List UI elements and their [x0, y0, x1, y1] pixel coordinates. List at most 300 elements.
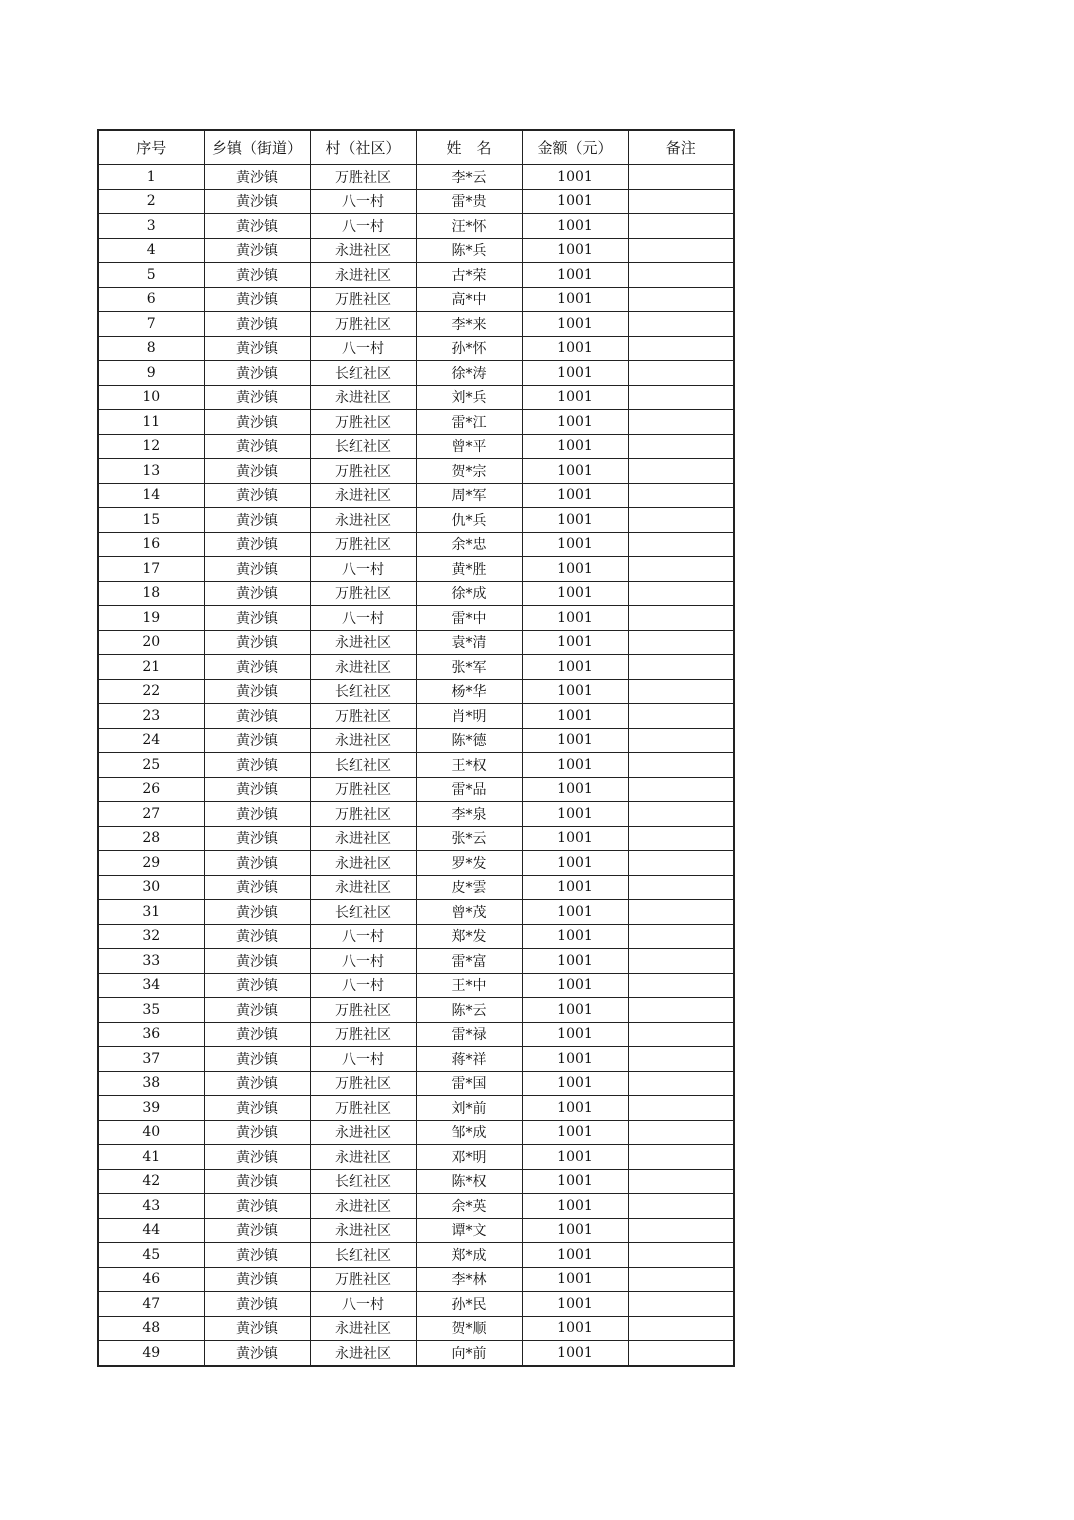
cell-township: 黄沙镇: [204, 287, 310, 312]
cell-index: 20: [98, 630, 204, 655]
cell-remarks: [628, 949, 734, 974]
table-row: [98, 1096, 734, 1121]
cell-amount: 1001: [522, 777, 628, 802]
cell-township: 黄沙镇: [204, 1096, 310, 1121]
cell-township: 黄沙镇: [204, 581, 310, 606]
cell-name: 雷*国: [416, 1071, 522, 1096]
cell-index: 38: [98, 1071, 204, 1096]
cell-village: 八一村: [310, 557, 416, 582]
cell-amount: 1001: [522, 1145, 628, 1170]
cell-village: 长红社区: [310, 753, 416, 778]
cell-remarks: [628, 189, 734, 214]
cell-name: 邹*成: [416, 1120, 522, 1145]
subsidy-table: [97, 129, 735, 1367]
cell-name: 陈*权: [416, 1169, 522, 1194]
cell-village: 永进社区: [310, 1194, 416, 1219]
cell-name: 陈*云: [416, 998, 522, 1023]
cell-index: 27: [98, 802, 204, 827]
cell-name: 谭*文: [416, 1218, 522, 1243]
table-row: [98, 1341, 734, 1366]
cell-township: 黄沙镇: [204, 851, 310, 876]
table-row: [98, 361, 734, 386]
cell-remarks: [628, 361, 734, 386]
cell-name: 陈*德: [416, 728, 522, 753]
cell-village: 万胜社区: [310, 581, 416, 606]
cell-amount: 1001: [522, 581, 628, 606]
cell-village: 永进社区: [310, 385, 416, 410]
table-row: [98, 1316, 734, 1341]
cell-name: 向*前: [416, 1341, 522, 1366]
cell-name: 李*泉: [416, 802, 522, 827]
cell-township: 黄沙镇: [204, 361, 310, 386]
table-row: [98, 532, 734, 557]
cell-name: 仇*兵: [416, 508, 522, 533]
cell-name: 李*林: [416, 1267, 522, 1292]
cell-remarks: [628, 973, 734, 998]
cell-remarks: [628, 1169, 734, 1194]
cell-name: 孙*怀: [416, 336, 522, 361]
table-row: [98, 1120, 734, 1145]
cell-amount: 1001: [522, 1022, 628, 1047]
table-row: [98, 508, 734, 533]
cell-name: 余*英: [416, 1194, 522, 1219]
cell-index: 30: [98, 875, 204, 900]
cell-township: 黄沙镇: [204, 238, 310, 263]
cell-village: 永进社区: [310, 508, 416, 533]
cell-name: 张*云: [416, 826, 522, 851]
cell-name: 张*军: [416, 655, 522, 680]
table-row: [98, 1071, 734, 1096]
cell-township: 黄沙镇: [204, 630, 310, 655]
table-row: [98, 312, 734, 337]
cell-index: 34: [98, 973, 204, 998]
cell-village: 万胜社区: [310, 704, 416, 729]
cell-index: 9: [98, 361, 204, 386]
cell-village: 八一村: [310, 606, 416, 631]
table-row: [98, 287, 734, 312]
table-row: [98, 900, 734, 925]
cell-amount: 1001: [522, 214, 628, 239]
cell-amount: 1001: [522, 802, 628, 827]
cell-index: 26: [98, 777, 204, 802]
cell-township: 黄沙镇: [204, 728, 310, 753]
cell-name: 雷*品: [416, 777, 522, 802]
cell-amount: 1001: [522, 924, 628, 949]
cell-name: 王*中: [416, 973, 522, 998]
table-row: [98, 189, 734, 214]
cell-index: 24: [98, 728, 204, 753]
cell-amount: 1001: [522, 165, 628, 190]
cell-amount: 1001: [522, 655, 628, 680]
cell-amount: 1001: [522, 851, 628, 876]
cell-amount: 1001: [522, 1341, 628, 1366]
table-row: [98, 1292, 734, 1317]
cell-name: 刘*兵: [416, 385, 522, 410]
cell-name: 古*荣: [416, 263, 522, 288]
table-row: [98, 434, 734, 459]
cell-township: 黄沙镇: [204, 998, 310, 1023]
cell-remarks: [628, 679, 734, 704]
cell-name: 贺*宗: [416, 459, 522, 484]
cell-remarks: [628, 214, 734, 239]
cell-village: 万胜社区: [310, 165, 416, 190]
cell-township: 黄沙镇: [204, 875, 310, 900]
cell-village: 永进社区: [310, 1316, 416, 1341]
cell-amount: 1001: [522, 1267, 628, 1292]
cell-amount: 1001: [522, 704, 628, 729]
cell-index: 39: [98, 1096, 204, 1121]
cell-remarks: [628, 287, 734, 312]
cell-village: 永进社区: [310, 1120, 416, 1145]
cell-remarks: [628, 1096, 734, 1121]
cell-remarks: [628, 557, 734, 582]
cell-name: 王*权: [416, 753, 522, 778]
cell-name: 徐*成: [416, 581, 522, 606]
cell-township: 黄沙镇: [204, 557, 310, 582]
cell-township: 黄沙镇: [204, 165, 310, 190]
cell-village: 八一村: [310, 189, 416, 214]
cell-index: 4: [98, 238, 204, 263]
cell-index: 23: [98, 704, 204, 729]
cell-village: 万胜社区: [310, 312, 416, 337]
cell-amount: 1001: [522, 1096, 628, 1121]
header-village: 村（社区）: [310, 130, 416, 165]
cell-amount: 1001: [522, 410, 628, 435]
cell-amount: 1001: [522, 1292, 628, 1317]
cell-village: 万胜社区: [310, 459, 416, 484]
cell-name: 雷*江: [416, 410, 522, 435]
cell-township: 黄沙镇: [204, 532, 310, 557]
cell-remarks: [628, 851, 734, 876]
cell-township: 黄沙镇: [204, 1194, 310, 1219]
cell-remarks: [628, 1194, 734, 1219]
cell-village: 万胜社区: [310, 802, 416, 827]
cell-amount: 1001: [522, 998, 628, 1023]
cell-index: 8: [98, 336, 204, 361]
cell-name: 皮*雲: [416, 875, 522, 900]
cell-village: 八一村: [310, 336, 416, 361]
table-row: [98, 1194, 734, 1219]
cell-index: 15: [98, 508, 204, 533]
cell-index: 47: [98, 1292, 204, 1317]
cell-township: 黄沙镇: [204, 802, 310, 827]
cell-village: 长红社区: [310, 434, 416, 459]
cell-village: 永进社区: [310, 1341, 416, 1366]
cell-amount: 1001: [522, 1047, 628, 1072]
table-row: [98, 949, 734, 974]
cell-index: 2: [98, 189, 204, 214]
cell-township: 黄沙镇: [204, 1022, 310, 1047]
table-row: [98, 1145, 734, 1170]
cell-remarks: [628, 1292, 734, 1317]
cell-village: 万胜社区: [310, 1096, 416, 1121]
cell-township: 黄沙镇: [204, 189, 310, 214]
cell-name: 袁*清: [416, 630, 522, 655]
cell-township: 黄沙镇: [204, 973, 310, 998]
cell-amount: 1001: [522, 900, 628, 925]
cell-village: 永进社区: [310, 483, 416, 508]
table-row: [98, 655, 734, 680]
cell-township: 黄沙镇: [204, 1218, 310, 1243]
cell-amount: 1001: [522, 1194, 628, 1219]
table-row: [98, 557, 734, 582]
cell-index: 7: [98, 312, 204, 337]
cell-name: 雷*贵: [416, 189, 522, 214]
cell-amount: 1001: [522, 949, 628, 974]
table-row: [98, 410, 734, 435]
cell-village: 万胜社区: [310, 532, 416, 557]
cell-township: 黄沙镇: [204, 1120, 310, 1145]
cell-index: 13: [98, 459, 204, 484]
cell-township: 黄沙镇: [204, 655, 310, 680]
cell-index: 45: [98, 1243, 204, 1268]
cell-name: 徐*涛: [416, 361, 522, 386]
cell-village: 永进社区: [310, 263, 416, 288]
table-row: [98, 924, 734, 949]
cell-name: 余*忠: [416, 532, 522, 557]
cell-amount: 1001: [522, 1316, 628, 1341]
cell-remarks: [628, 998, 734, 1023]
cell-township: 黄沙镇: [204, 679, 310, 704]
cell-village: 永进社区: [310, 655, 416, 680]
cell-township: 黄沙镇: [204, 1316, 310, 1341]
cell-township: 黄沙镇: [204, 826, 310, 851]
cell-village: 万胜社区: [310, 410, 416, 435]
cell-name: 周*军: [416, 483, 522, 508]
cell-village: 长红社区: [310, 1169, 416, 1194]
cell-remarks: [628, 410, 734, 435]
cell-amount: 1001: [522, 1243, 628, 1268]
cell-remarks: [628, 630, 734, 655]
cell-village: 八一村: [310, 949, 416, 974]
cell-amount: 1001: [522, 679, 628, 704]
cell-remarks: [628, 385, 734, 410]
cell-name: 贺*顺: [416, 1316, 522, 1341]
cell-township: 黄沙镇: [204, 1292, 310, 1317]
cell-village: 万胜社区: [310, 1267, 416, 1292]
cell-township: 黄沙镇: [204, 1243, 310, 1268]
cell-name: 雷*富: [416, 949, 522, 974]
cell-name: 曾*茂: [416, 900, 522, 925]
cell-township: 黄沙镇: [204, 1341, 310, 1366]
cell-remarks: [628, 1218, 734, 1243]
cell-amount: 1001: [522, 312, 628, 337]
table-row: [98, 630, 734, 655]
table-header: [98, 130, 734, 165]
cell-village: 永进社区: [310, 630, 416, 655]
table-row: [98, 1169, 734, 1194]
table-row: [98, 753, 734, 778]
table-row: [98, 336, 734, 361]
cell-amount: 1001: [522, 483, 628, 508]
cell-village: 八一村: [310, 973, 416, 998]
table-body: [98, 165, 734, 1366]
cell-remarks: [628, 312, 734, 337]
cell-village: 永进社区: [310, 728, 416, 753]
cell-township: 黄沙镇: [204, 753, 310, 778]
cell-village: 八一村: [310, 214, 416, 239]
cell-name: 杨*华: [416, 679, 522, 704]
cell-index: 11: [98, 410, 204, 435]
cell-index: 37: [98, 1047, 204, 1072]
table-row: [98, 1047, 734, 1072]
cell-village: 长红社区: [310, 900, 416, 925]
cell-index: 16: [98, 532, 204, 557]
cell-remarks: [628, 826, 734, 851]
cell-remarks: [628, 483, 734, 508]
table-row: [98, 802, 734, 827]
cell-index: 6: [98, 287, 204, 312]
cell-index: 49: [98, 1341, 204, 1366]
cell-amount: 1001: [522, 361, 628, 386]
cell-township: 黄沙镇: [204, 1267, 310, 1292]
table-row: [98, 1218, 734, 1243]
cell-village: 永进社区: [310, 875, 416, 900]
cell-index: 14: [98, 483, 204, 508]
cell-township: 黄沙镇: [204, 336, 310, 361]
table-row: [98, 606, 734, 631]
cell-village: 万胜社区: [310, 287, 416, 312]
cell-index: 31: [98, 900, 204, 925]
cell-remarks: [628, 459, 734, 484]
cell-name: 高*中: [416, 287, 522, 312]
cell-township: 黄沙镇: [204, 508, 310, 533]
table-row: [98, 777, 734, 802]
cell-name: 郑*成: [416, 1243, 522, 1268]
cell-remarks: [628, 777, 734, 802]
cell-index: 28: [98, 826, 204, 851]
cell-village: 万胜社区: [310, 1071, 416, 1096]
cell-township: 黄沙镇: [204, 777, 310, 802]
cell-village: 八一村: [310, 924, 416, 949]
cell-amount: 1001: [522, 557, 628, 582]
table-row: [98, 459, 734, 484]
cell-amount: 1001: [522, 287, 628, 312]
cell-name: 曾*平: [416, 434, 522, 459]
cell-name: 雷*禄: [416, 1022, 522, 1047]
cell-amount: 1001: [522, 630, 628, 655]
cell-name: 黄*胜: [416, 557, 522, 582]
cell-amount: 1001: [522, 385, 628, 410]
cell-name: 邓*明: [416, 1145, 522, 1170]
cell-township: 黄沙镇: [204, 312, 310, 337]
cell-remarks: [628, 655, 734, 680]
cell-township: 黄沙镇: [204, 385, 310, 410]
cell-village: 八一村: [310, 1292, 416, 1317]
cell-village: 万胜社区: [310, 998, 416, 1023]
table-row: [98, 263, 734, 288]
cell-index: 5: [98, 263, 204, 288]
cell-amount: 1001: [522, 728, 628, 753]
cell-remarks: [628, 1071, 734, 1096]
table-row: [98, 483, 734, 508]
cell-township: 黄沙镇: [204, 704, 310, 729]
cell-index: 25: [98, 753, 204, 778]
cell-village: 永进社区: [310, 826, 416, 851]
cell-index: 19: [98, 606, 204, 631]
cell-township: 黄沙镇: [204, 214, 310, 239]
table-row: [98, 581, 734, 606]
cell-remarks: [628, 165, 734, 190]
cell-amount: 1001: [522, 263, 628, 288]
cell-township: 黄沙镇: [204, 483, 310, 508]
table-row: [98, 704, 734, 729]
cell-remarks: [628, 508, 734, 533]
cell-name: 肖*明: [416, 704, 522, 729]
cell-index: 22: [98, 679, 204, 704]
cell-village: 长红社区: [310, 679, 416, 704]
cell-remarks: [628, 1267, 734, 1292]
cell-remarks: [628, 1341, 734, 1366]
cell-index: 42: [98, 1169, 204, 1194]
table-row: [98, 826, 734, 851]
cell-amount: 1001: [522, 1169, 628, 1194]
table-row: [98, 385, 734, 410]
cell-amount: 1001: [522, 753, 628, 778]
cell-name: 雷*中: [416, 606, 522, 631]
header-name: 姓 名: [416, 130, 522, 165]
table-row: [98, 1267, 734, 1292]
cell-village: 万胜社区: [310, 777, 416, 802]
cell-amount: 1001: [522, 532, 628, 557]
cell-remarks: [628, 1145, 734, 1170]
cell-name: 蒋*祥: [416, 1047, 522, 1072]
cell-amount: 1001: [522, 875, 628, 900]
cell-name: 郑*发: [416, 924, 522, 949]
cell-index: 10: [98, 385, 204, 410]
cell-village: 永进社区: [310, 238, 416, 263]
cell-remarks: [628, 802, 734, 827]
cell-amount: 1001: [522, 826, 628, 851]
cell-name: 刘*前: [416, 1096, 522, 1121]
cell-village: 万胜社区: [310, 1022, 416, 1047]
table-row: [98, 214, 734, 239]
cell-remarks: [628, 263, 734, 288]
cell-index: 29: [98, 851, 204, 876]
cell-township: 黄沙镇: [204, 1169, 310, 1194]
cell-remarks: [628, 1022, 734, 1047]
cell-amount: 1001: [522, 459, 628, 484]
header-row: [98, 130, 734, 165]
cell-village: 永进社区: [310, 1218, 416, 1243]
cell-index: 18: [98, 581, 204, 606]
cell-village: 永进社区: [310, 1145, 416, 1170]
cell-township: 黄沙镇: [204, 924, 310, 949]
header-index: 序号: [98, 130, 204, 165]
table-row: [98, 851, 734, 876]
cell-remarks: [628, 900, 734, 925]
cell-township: 黄沙镇: [204, 434, 310, 459]
cell-amount: 1001: [522, 1071, 628, 1096]
table-row: [98, 728, 734, 753]
cell-index: 33: [98, 949, 204, 974]
cell-remarks: [628, 1120, 734, 1145]
cell-remarks: [628, 606, 734, 631]
cell-amount: 1001: [522, 606, 628, 631]
table-row: [98, 1022, 734, 1047]
cell-remarks: [628, 728, 734, 753]
cell-remarks: [628, 581, 734, 606]
cell-index: 3: [98, 214, 204, 239]
cell-index: 35: [98, 998, 204, 1023]
cell-index: 1: [98, 165, 204, 190]
cell-township: 黄沙镇: [204, 606, 310, 631]
cell-township: 黄沙镇: [204, 459, 310, 484]
cell-index: 46: [98, 1267, 204, 1292]
cell-index: 32: [98, 924, 204, 949]
cell-township: 黄沙镇: [204, 410, 310, 435]
cell-amount: 1001: [522, 336, 628, 361]
